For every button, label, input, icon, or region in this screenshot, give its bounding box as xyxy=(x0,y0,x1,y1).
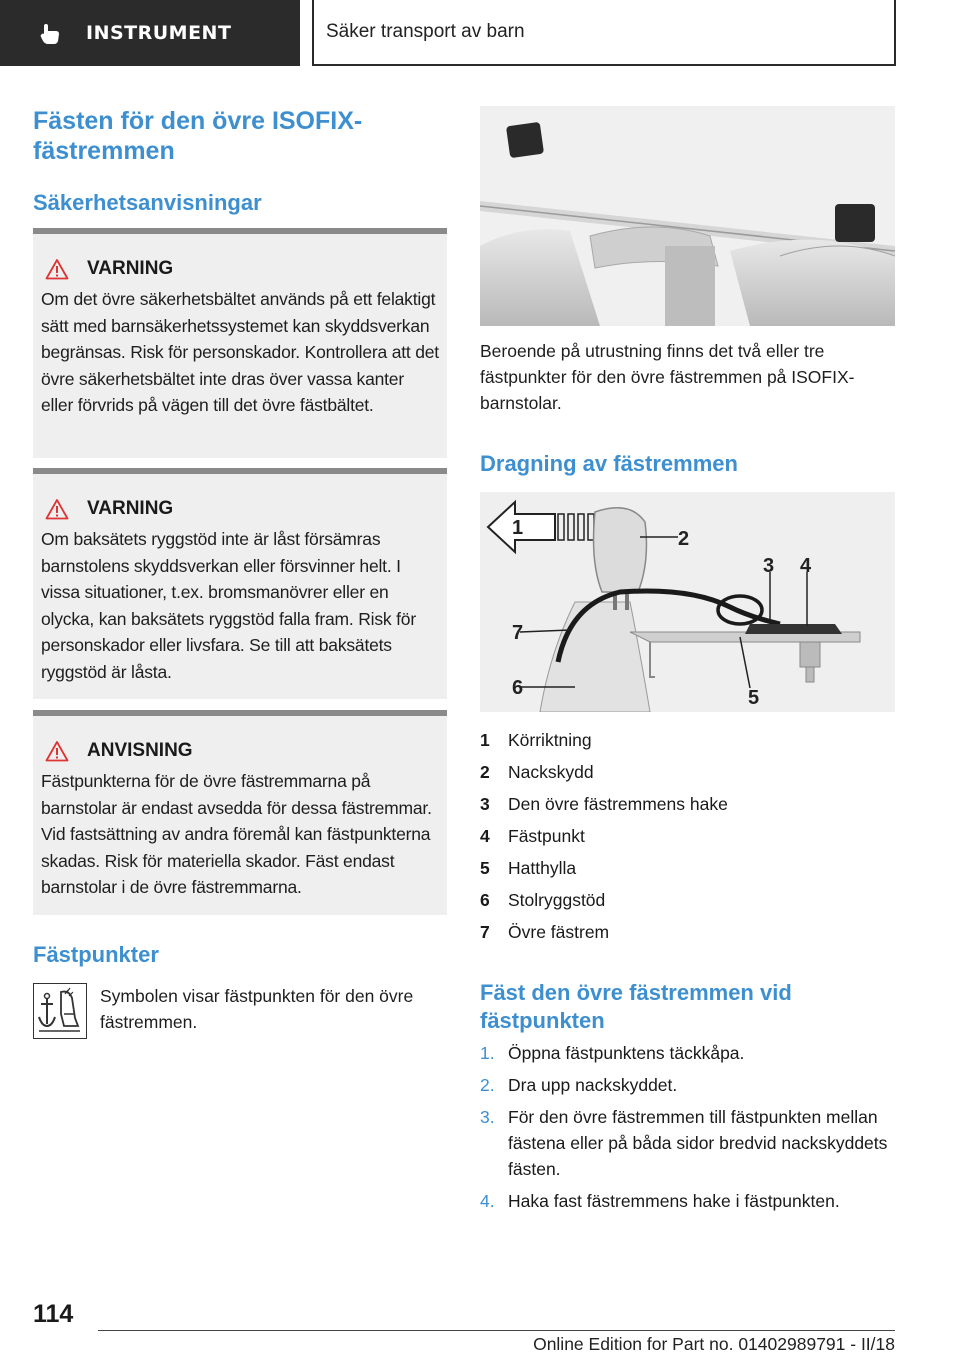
warning-triangle-icon xyxy=(45,258,69,280)
routing-heading: Dragning av fästremmen xyxy=(480,451,738,476)
notice-box xyxy=(33,710,447,915)
legend-item: 4 Fästpunkt xyxy=(480,825,585,846)
safety-heading: Säkerhetsanvisningar xyxy=(33,190,262,215)
warning-text: Om baksätets ryggstöd inte är låst försämras barnstolens skyddsverkan eller försvinner helt. I vissa situationer, t.ex. bromsmanövrer eller en olycka, kan baksätets ryggstöd falla fram. Risk för personskador eller livsfara. Se till att baksätets ryggstöd är låsta. xyxy=(41,529,416,682)
step-item: 4. Haka fast fästremmens hake i fästpunkten. xyxy=(480,1191,840,1211)
pointing-hand-icon xyxy=(38,20,64,46)
legend-item: 3 Den övre fästremmens hake xyxy=(480,793,728,814)
diagram-label-2: 2 xyxy=(678,528,690,550)
chapter-title: Säker transport av barn xyxy=(326,21,525,42)
step-item: 1. Öppna fästpunktens täckkåpa. xyxy=(480,1043,745,1063)
attach-steps xyxy=(480,1040,895,1220)
diagram-label-4: 4 xyxy=(800,555,812,577)
edition-footer: Online Edition for Part no. 01402989791 - II/18 xyxy=(533,1334,895,1354)
notice-text: Fästpunkterna för de övre fästremmarna på barnstolar är endast avsedda för dessa fästremmar. Vid fastsättning av andra föremål kan fästpunkterna skadas. Risk för materiella skador. Fäst endast barnstolar i de övre fästremmarna. xyxy=(41,771,432,897)
isofix-anchor-symbol-icon xyxy=(33,983,87,1039)
page-title: Fästen för den övre ISOFIX-fästremmen xyxy=(33,107,363,165)
anchor-points-photo xyxy=(480,106,895,326)
section-label: INSTRUMENT xyxy=(86,22,232,44)
step-item: 2. Dra upp nackskyddet. xyxy=(480,1075,678,1095)
legend-item: 7 Övre fästrem xyxy=(480,921,610,942)
chapter-header xyxy=(312,0,896,66)
diagram-label-5: 5 xyxy=(748,687,760,709)
warning-triangle-icon xyxy=(45,740,69,762)
legend-item: 5 Hatthylla xyxy=(480,857,577,878)
warning-label: VARNING xyxy=(87,498,174,519)
photo-caption: Beroende på utrustning finns det två eller tre fästpunkter för den övre fästremmen på ISOFIX-barnstolar. xyxy=(480,341,855,413)
diagram-label-1: 1 xyxy=(512,517,524,539)
diagram-legend xyxy=(480,724,895,948)
step-item: 3. För den övre fästremmen till fästpunkten mellan fästena eller på båda sidor bredvid nackskyddets fästen. xyxy=(480,1107,888,1179)
footer-divider xyxy=(98,1330,895,1331)
diagram-label-3: 3 xyxy=(763,555,775,577)
warning-box-1 xyxy=(33,228,447,458)
section-tab[interactable] xyxy=(0,0,300,66)
anchor-description: Symbolen visar fästpunkten för den övre fästremmen. xyxy=(100,986,414,1032)
notice-label: ANVISNING xyxy=(87,740,193,761)
warning-box-2 xyxy=(33,468,447,699)
diagram-label-6: 6 xyxy=(512,677,524,699)
warning-label: VARNING xyxy=(87,258,174,279)
attach-heading: Fäst den övre fästremmen vid fästpunkten xyxy=(480,980,792,1033)
legend-item: 6 Stolryggstöd xyxy=(480,889,606,910)
diagram-label-7: 7 xyxy=(512,622,524,644)
anchor-heading: Fästpunkter xyxy=(33,942,159,967)
page-number: 114 xyxy=(33,1300,74,1328)
legend-item: 1 Körriktning xyxy=(480,729,592,750)
tether-routing-diagram xyxy=(480,492,895,712)
warning-text: Om det övre säkerhetsbältet används på ett felaktigt sätt med barnsäkerhetssystemet kan skyddsverkan begränsas. Risk för personskador. Kontrollera att det övre säkerhetsbältet inte dras över vassa kanter eller förvrids på vägen till det övre fästbältet. xyxy=(41,289,439,415)
legend-item: 2 Nackskydd xyxy=(480,761,594,782)
warning-triangle-icon xyxy=(45,498,69,520)
